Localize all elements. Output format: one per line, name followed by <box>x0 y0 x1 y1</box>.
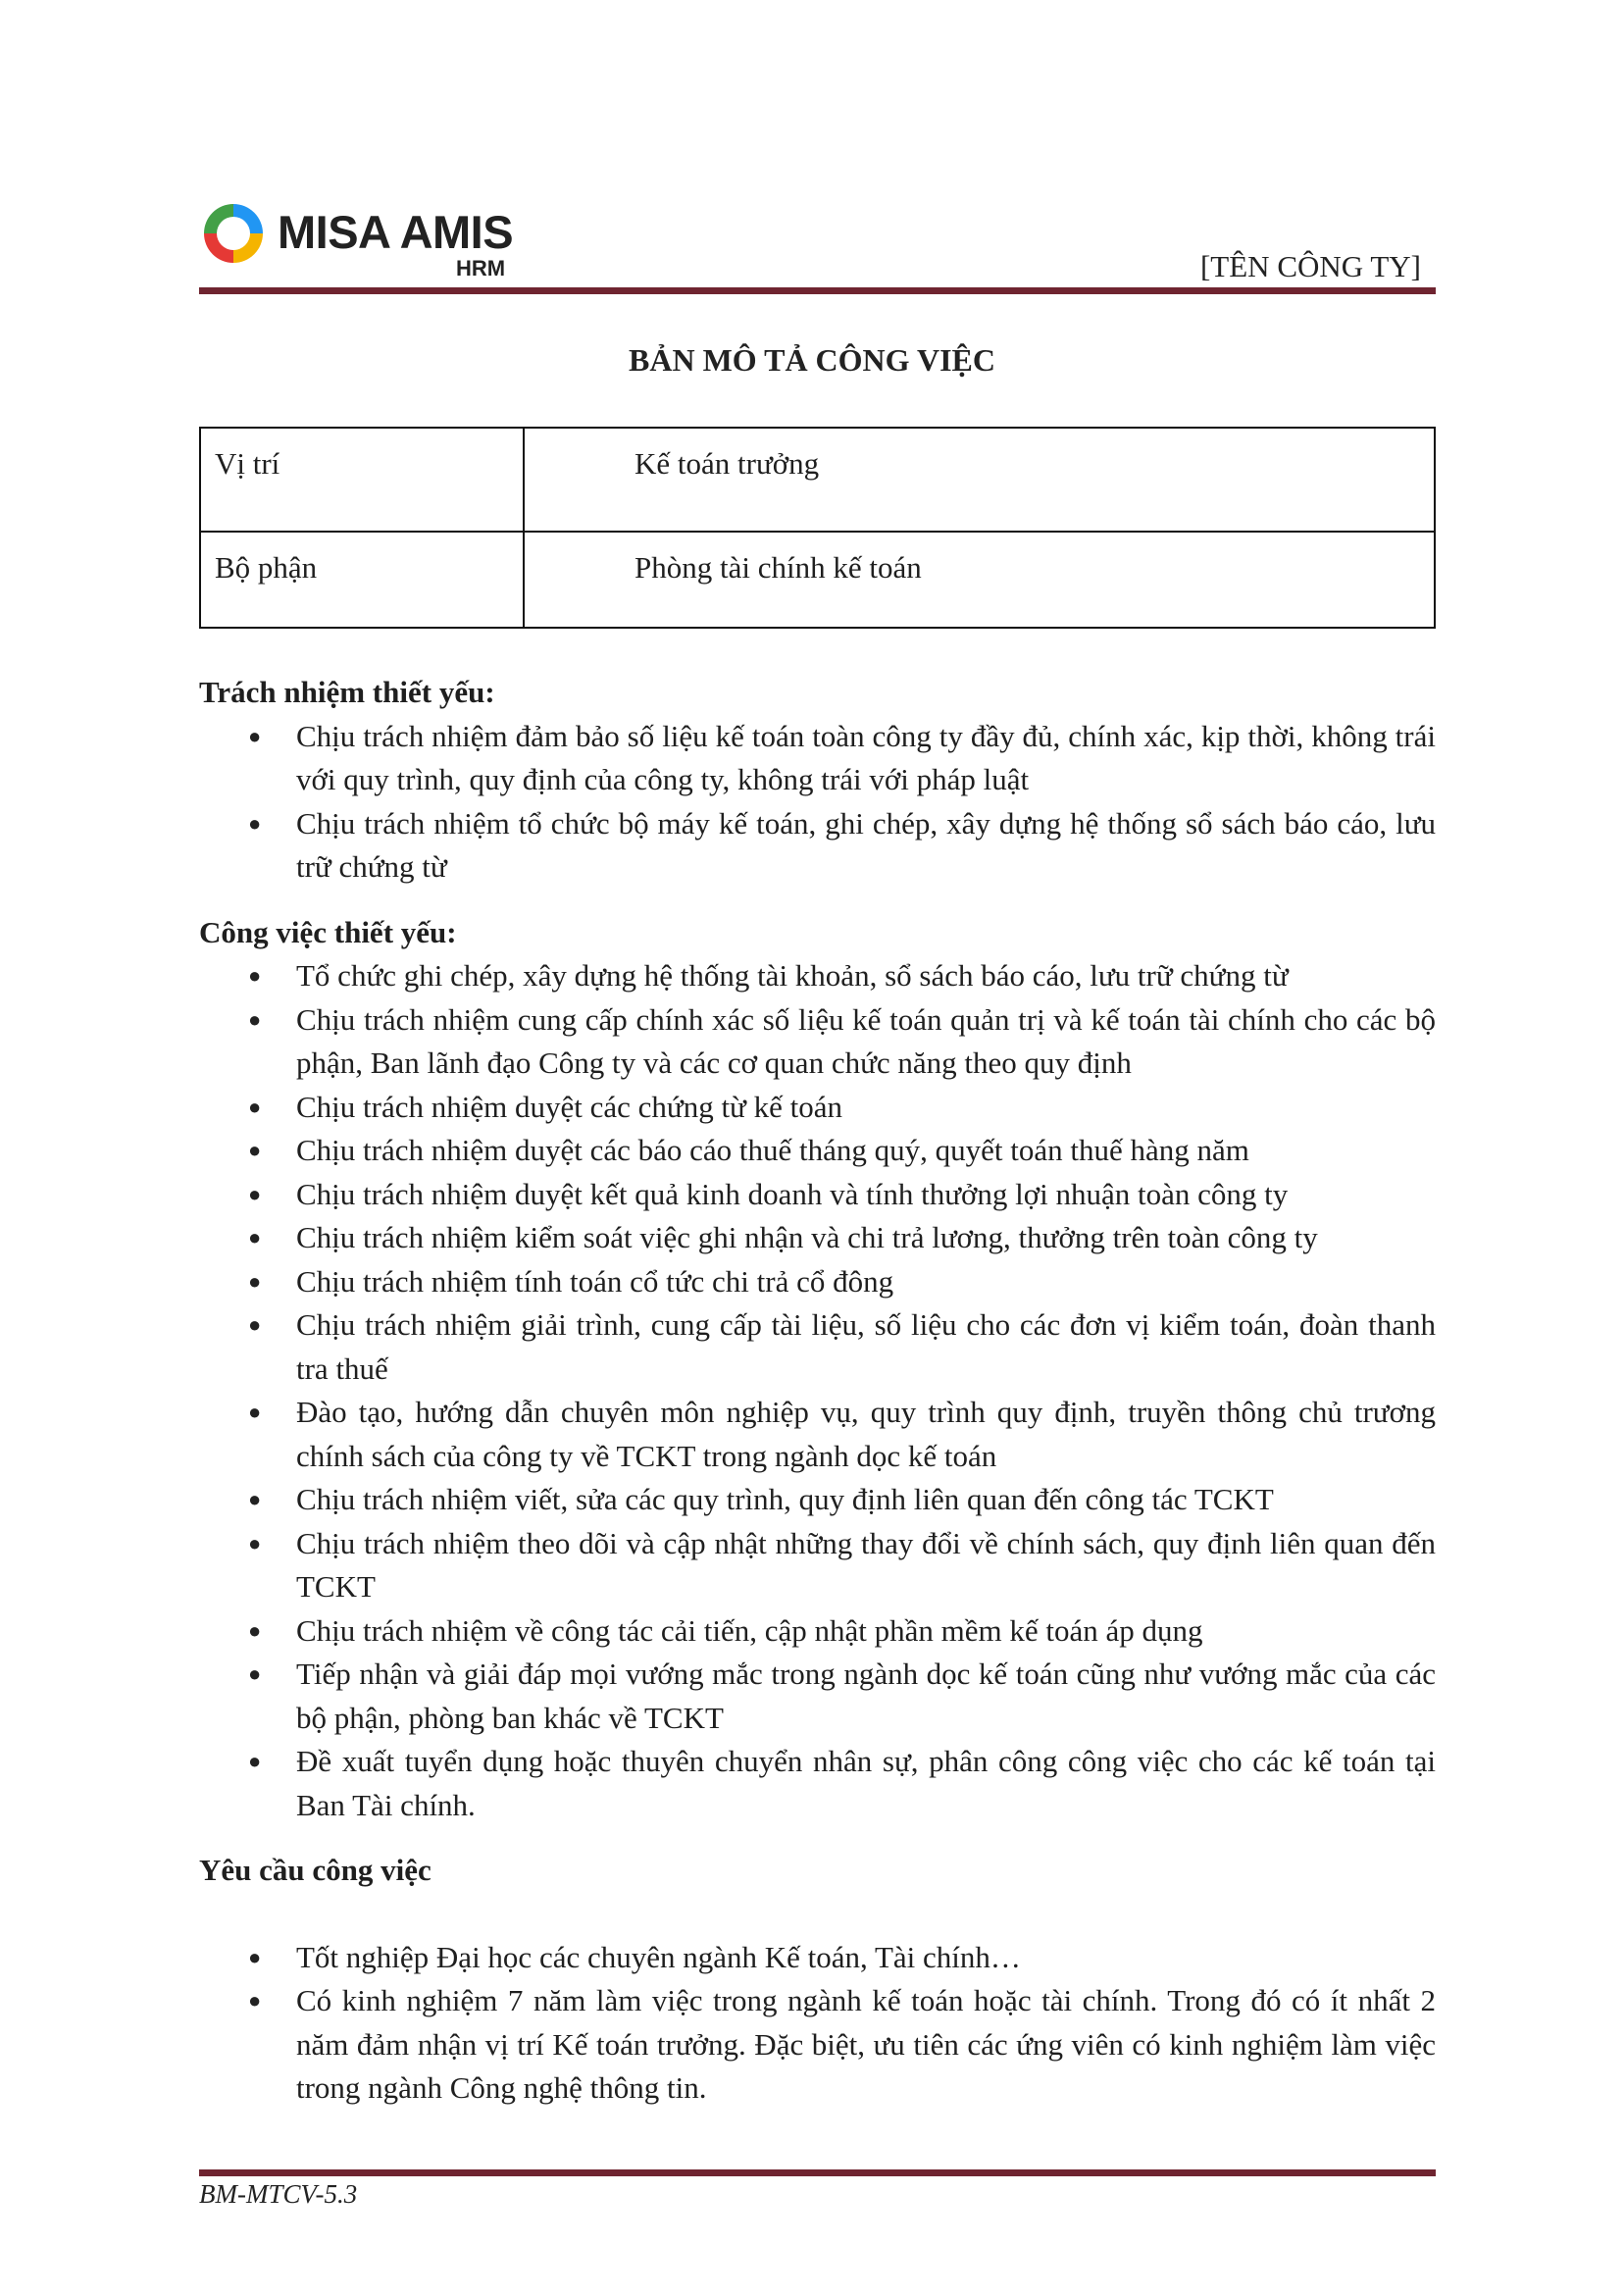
section-title: Yêu cầu công việc <box>199 1853 431 1887</box>
list-item: ● Chịu trách nhiệm cung cấp chính xác số liệu kế toán quản trị và kế toán tài chính cho các bộ phận, Ban lãnh đạo Công ty và các cơ quan chức năng theo quy định <box>199 998 1436 1086</box>
section-title: Công việc thiết yếu: <box>199 914 457 949</box>
footer-divider <box>199 2169 1436 2176</box>
section-job-requirements <box>199 1849 1436 2111</box>
list-item: ● Chịu trách nhiệm giải trình, cung cấp tài liệu, số liệu cho các đơn vị kiểm toán, đoàn thanh tra thuế <box>199 1303 1436 1391</box>
section-essential-responsibilities <box>199 671 1436 890</box>
department-value: Phòng tài chính kế toán <box>524 532 1435 628</box>
form-code: BM-MTCV-5.3 <box>199 2179 358 2209</box>
list-item: ● Đào tạo, hướng dẫn chuyên môn nghiệp vụ, quy trình quy định, truyền thông chủ trương chính sách của công ty về TCKT trong ngành dọc kế toán <box>199 1391 1436 1478</box>
document-body <box>199 671 1436 2111</box>
list-item: ● Chịu trách nhiệm kiểm soát việc ghi nhận và chi trả lương, thưởng trên toàn công ty <box>199 1216 1436 1260</box>
section-essential-duties <box>199 911 1436 1828</box>
misa-logo-icon <box>199 199 268 268</box>
misa-amis-logo <box>199 199 523 283</box>
bullet-list <box>199 954 1436 1827</box>
list-item: ● Chịu trách nhiệm đảm bảo số liệu kế toán toàn công ty đầy đủ, chính xác, kịp thời, không trái với quy trình, quy định của công ty, không trái với pháp luật <box>199 715 1436 802</box>
list-item: ● Đề xuất tuyển dụng hoặc thuyên chuyển nhân sự, phân công công việc cho các kế toán tại Ban Tài chính. <box>199 1740 1436 1827</box>
position-value: Kế toán trưởng <box>524 428 1435 532</box>
list-item: ● Có kinh nghiệm 7 năm làm việc trong ngành kế toán hoặc tài chính. Trong đó có ít nhất 2 năm đảm nhận vị trí Kế toán trưởng. Đặc biệt, ưu tiên các ứng viên có kinh nghiệm làm việc trong ngành Công nghệ thông tin. <box>199 1979 1436 2111</box>
bullet-list <box>199 715 1436 890</box>
list-item: ● Chịu trách nhiệm tổ chức bộ máy kế toán, ghi chép, xây dựng hệ thống sổ sách báo cáo, lưu trữ chứng từ <box>199 802 1436 890</box>
list-item: ● Tiếp nhận và giải đáp mọi vướng mắc trong ngành dọc kế toán cũng như vướng mắc của các bộ phận, phòng ban khác về TCKT <box>199 1653 1436 1740</box>
document-title: BẢN MÔ TẢ CÔNG VIỆC <box>629 342 995 378</box>
table-row <box>200 428 1435 532</box>
list-item: ● Tốt nghiệp Đại học các chuyên ngành Kế toán, Tài chính… <box>199 1936 1436 1980</box>
list-item: ● Chịu trách nhiệm duyệt các chứng từ kế toán <box>199 1086 1436 1130</box>
position-label: Vị trí <box>200 428 524 532</box>
list-item: ● Chịu trách nhiệm duyệt kết quả kinh doanh và tính thưởng lợi nhuận toàn công ty <box>199 1173 1436 1217</box>
header-divider <box>199 287 1436 294</box>
section-title: Trách nhiệm thiết yếu: <box>199 675 495 709</box>
list-item: ● Chịu trách nhiệm theo dõi và cập nhật những thay đổi về chính sách, quy định liên quan đến TCKT <box>199 1522 1436 1609</box>
list-item: ● Chịu trách nhiệm tính toán cổ tức chi trả cổ đông <box>199 1260 1436 1304</box>
list-item: ● Chịu trách nhiệm viết, sửa các quy trình, quy định liên quan đến công tác TCKT <box>199 1478 1436 1522</box>
company-name: [TÊN CÔNG TY] <box>1199 249 1421 283</box>
list-item: ● Chịu trách nhiệm duyệt các báo cáo thuế tháng quý, quyết toán thuế hàng năm <box>199 1129 1436 1173</box>
list-item: ● Tổ chức ghi chép, xây dựng hệ thống tài khoản, sổ sách báo cáo, lưu trữ chứng từ <box>199 954 1436 998</box>
list-item: ● Chịu trách nhiệm về công tác cải tiến, cập nhật phần mềm kế toán áp dụng <box>199 1609 1436 1654</box>
table-row <box>200 532 1435 628</box>
logo-text: MISA AMIS <box>278 206 514 258</box>
position-info-table <box>199 427 1436 629</box>
bullet-list <box>199 1936 1436 2111</box>
department-label: Bộ phận <box>200 532 524 628</box>
logo-subtext: HRM <box>456 256 506 280</box>
